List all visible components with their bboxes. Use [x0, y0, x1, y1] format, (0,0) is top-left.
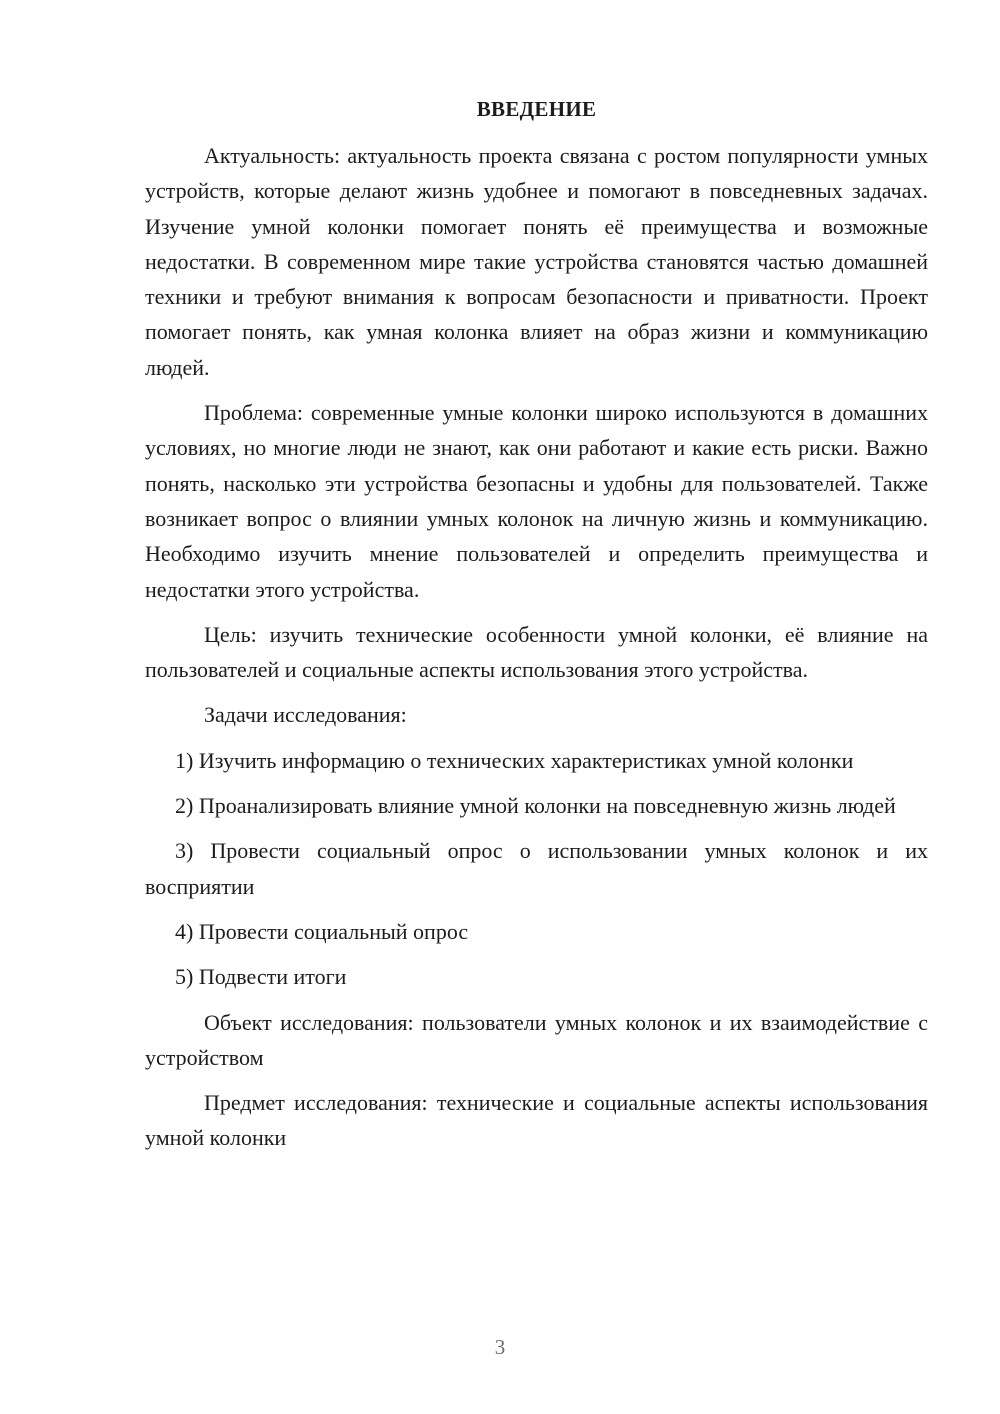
problem-paragraph: Проблема: современные умные колонки широко используются в домашних условиях, но многие люди не знают, как они работают и какие есть риски. Важно понять, насколько эти устройства безопасны и удобны для пользователей. Также возникает вопрос о влиянии умных колонок на личную жизнь и коммуникацию. Необходимо изучить мнение пользователей и определить преимущества и недостатки этого устройства. — [145, 400, 928, 602]
relevance-paragraph: Актуальность: актуальность проекта связана с ростом популярности умных устройств, которые делают жизнь удобнее и помогают в повседневных задачах. Изучение умной колонки помогает понять её преимущества и возможные недостатки. В современном мире такие устройства становятся частью домашней техники и требуют внимания к вопросам безопасности и приватности. Проект помогает понять, как умная колонка влияет на образ жизни и коммуникацию людей. — [145, 143, 928, 380]
task-item-3: 3) Провести социальный опрос о использовании умных колонок и их восприятии — [145, 838, 928, 899]
page-title: ВВЕДЕНИЕ — [476, 97, 597, 121]
task-item-4: 4) Провести социальный опрос — [175, 918, 469, 944]
document-page — [145, 92, 928, 1156]
tasks-heading: Задачи исследования: — [204, 702, 407, 728]
task-item-1: 1) Изучить информацию о технических характеристиках умной колонки — [175, 747, 854, 773]
subject-paragraph: Предмет исследования: технические и социальные аспекты использования умной колонки — [145, 1090, 928, 1151]
page-number: 3 — [494, 1335, 506, 1359]
object-paragraph: Объект исследования: пользователи умных колонок и их взаимодействие с устройством — [145, 1009, 928, 1070]
task-item-2: 2) Проанализировать влияние умной колонки на повседневную жизнь людей — [175, 793, 896, 819]
task-item-5: 5) Подвести итоги — [175, 964, 347, 990]
goal-paragraph: Цель: изучить технические особенности умной колонки, её влияние на пользователей и социальные аспекты использования этого устройства. — [145, 621, 928, 683]
